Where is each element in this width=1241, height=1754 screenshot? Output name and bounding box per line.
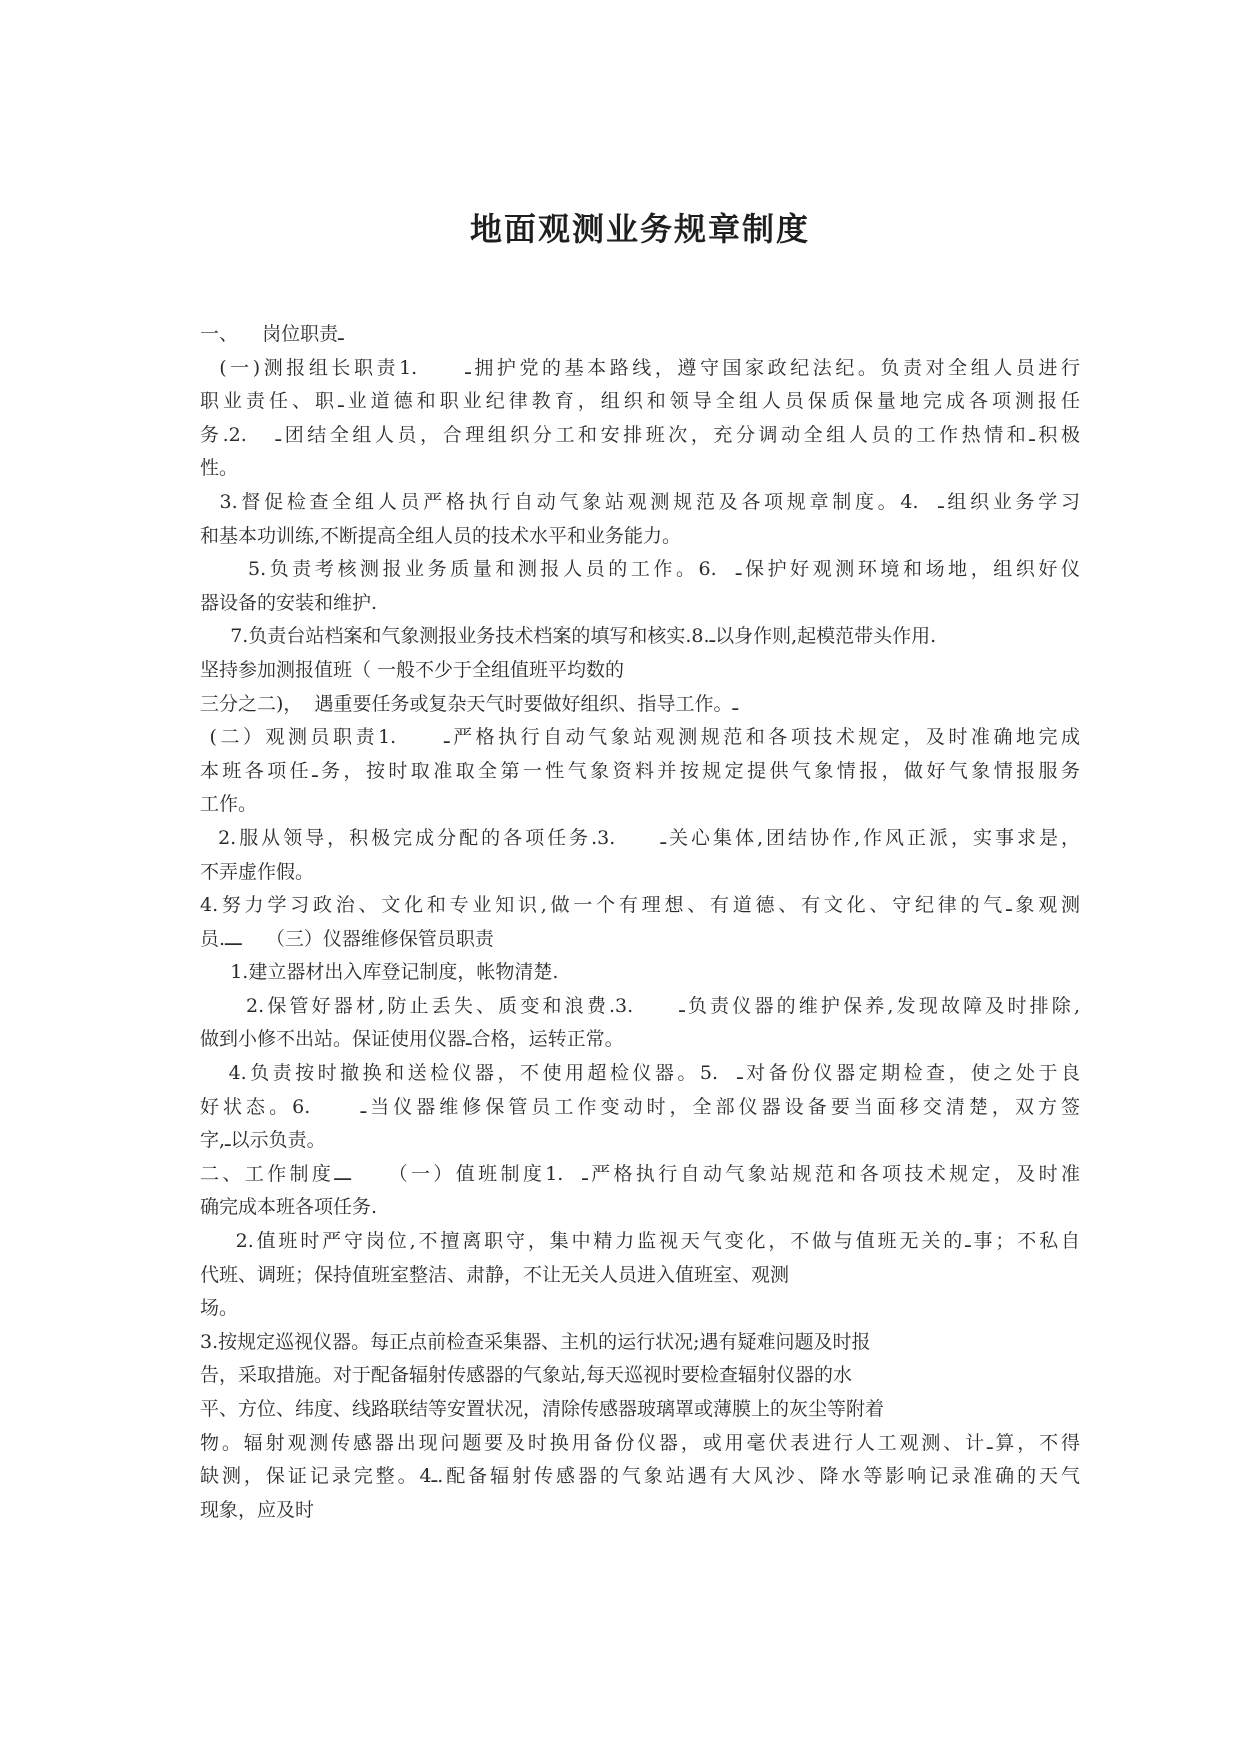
paragraph-line: 一、 岗位职责ـ [200, 323, 344, 345]
paragraph-line: 本班各项任ـ务，按时取准取全第一性气象资料并按规定提供气象情报，做好气象情报服务 [200, 759, 1080, 782]
paragraph-line: 代班、调班；保持值班室整洁、肃静，不让无关人员进入值班室、观测 [200, 1263, 790, 1286]
paragraph-line: (一)测报组长职责1. ـ拥护党的基本路线，遵守国家政纪法纪。负责对全组人员进行 [200, 356, 1080, 379]
paragraph-line: 平、方位、纬度、线路联结等安置状况，清除传感器玻璃罩或薄膜上的灰尘等附着 [200, 1398, 885, 1420]
paragraph-line: 3.督促检查全组人员严格执行自动气象站观测规范及各项规章制度。4. ـ组织业务学习 [200, 490, 1080, 513]
paragraph-line: 务.2. ـ团结全组人员，合理组织分工和安排班次，充分调动全组人员的工作热情和ـ积极 [200, 423, 1080, 446]
paragraph-line: 缺测，保证记录完整。4ـ.配备辐射传感器的气象站遇有大风沙、降水等影响记录准确的天气 [200, 1465, 1080, 1488]
paragraph-line: 字,ـ以示负责。 [200, 1129, 326, 1152]
paragraph-line: 4.负责按时撤换和送检仪器，不使用超检仪器。5. ـ对备份仪器定期检查，使之处于良 [200, 1062, 1080, 1085]
paragraph-line: 现象，应及时 [200, 1498, 315, 1521]
paragraph-line: 性。 [200, 457, 239, 480]
paragraph-line: 二、工作制度ـــ （一）值班制度1. ـ严格执行自动气象站规范和各项技术规定，及时准 [200, 1162, 1080, 1185]
paragraph-line: 工作。 [200, 793, 258, 816]
paragraph-line: 和基本功训练,不断提高全组人员的技术水平和业务能力。 [200, 524, 682, 547]
document-page [200, 0, 1080, 1754]
paragraph-line: 器设备的安装和维护. [200, 591, 378, 614]
paragraph-line: 5.负责考核测报业务质量和测报人员的工作。6. ـ保护好观测环境和场地，组织好仪 [200, 558, 1080, 581]
paragraph-line: 1.建立器材出入库登记制度，帐物清楚. [200, 961, 559, 984]
paragraph-line: 7.负责台站档案和气象测报业务技术档案的填写和核实.8.ـ以身作则,起模范带头作用. [200, 625, 937, 648]
paragraph-line: 不弄虚作假。 [200, 860, 315, 883]
document-title: 地面观测业务规章制度 [469, 210, 810, 248]
paragraph-line: 员.ـــ （三）仪器维修保管员职责 [200, 927, 494, 950]
paragraph-line: (二）观测员职责1. ـ严格执行自动气象站观测规范和各项技术规定，及时准确地完成 [200, 726, 1080, 749]
paragraph-line: 2.服从领导，积极完成分配的各项任务.3. ـ关心集体,团结协作,作风正派，实事求是， [200, 826, 1080, 849]
paragraph-line: 做到小修不出站。保证使用仪器ـ合格，运转正常。 [200, 1028, 624, 1051]
paragraph-line: 场。 [200, 1297, 239, 1320]
paragraph-line: 3.按规定巡视仪器。每正点前检查采集器、主机的运行状况;遇有疑难问题及时报 [200, 1330, 871, 1353]
paragraph-line: 职业责任、职ـ业道德和职业纪律教育，组织和领导全组人员保质保量地完成各项测报任 [200, 390, 1080, 413]
paragraph-line: 2.保管好器材,防止丢失、质变和浪费.3. ـ负责仪器的维护保养,发现故障及时排除, [200, 994, 1080, 1017]
paragraph-line: 好状态。6. ـ当仪器维修保管员工作变动时，全部仪器设备要当面移交清楚，双方签 [200, 1095, 1080, 1118]
paragraph-line: 三分之二)， 遇重要任务或复杂天气时要做好组织、指导工作。ـ [200, 692, 739, 715]
document-body [200, 318, 1080, 1527]
paragraph-line: 2.值班时严守岗位,不擅离职守，集中精力监视天气变化，不做与值班无关的ـ事；不私自 [200, 1230, 1080, 1253]
paragraph-line: 4.努力学习政治、文化和专业知识,做一个有理想、有道德、有文化、守纪律的气ـ象观测 [200, 894, 1080, 917]
paragraph-line: 确完成本班各项任务. [200, 1196, 378, 1219]
paragraph-line: 告，采取措施。对于配备辐射传感器的气象站,每天巡视时要检查辐射仪器的水 [200, 1364, 853, 1387]
paragraph-line: 物。辐射观测传感器出现问题要及时换用备份仪器，或用毫伏表进行人工观测、计ـ算，不得 [200, 1431, 1080, 1454]
paragraph-line: 坚持参加测报值班（ 一般不少于全组值班平均数的 [200, 658, 625, 681]
